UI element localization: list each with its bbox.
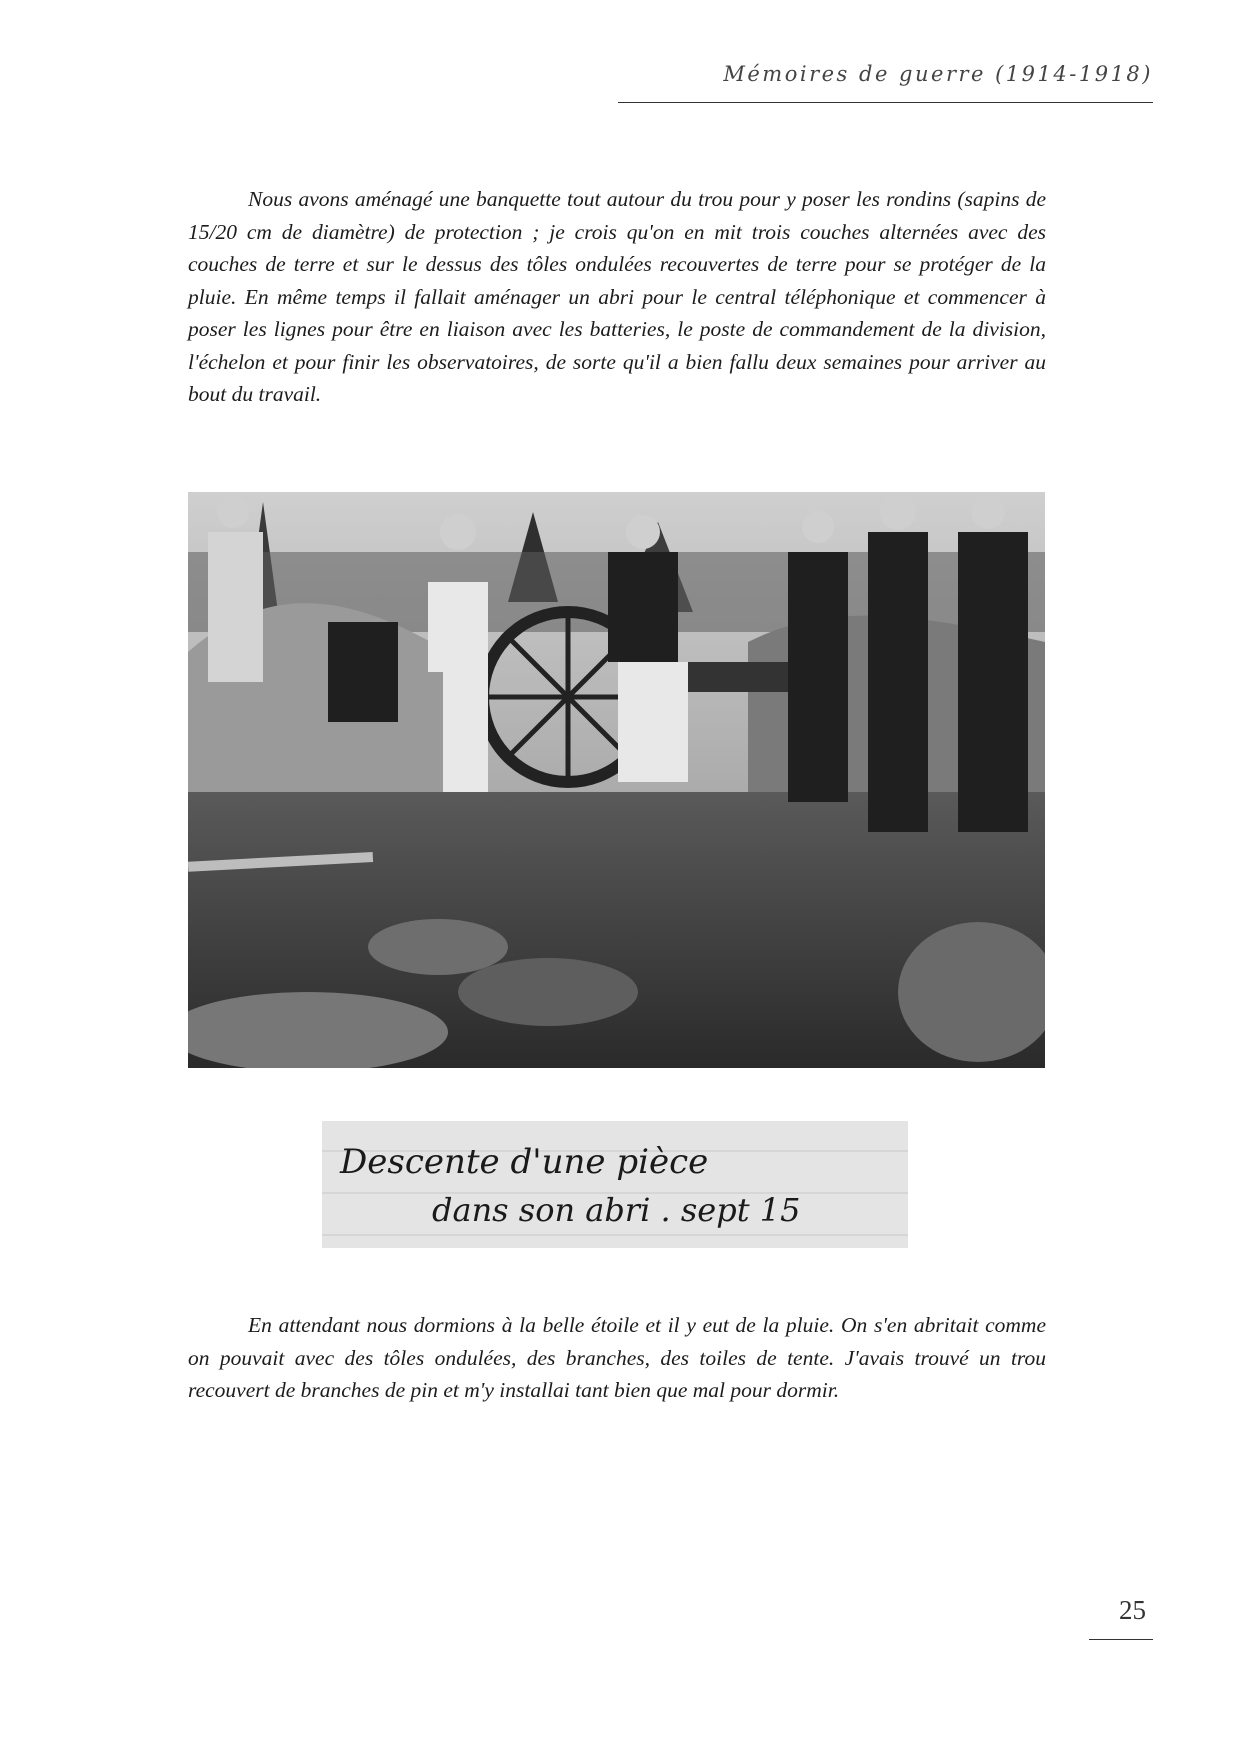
body-paragraph: En attendant nous dormions à la belle étoile et il y eut de la pluie. On s'en abritait comme on pouvait avec des tôles ondulées, des branches, des toiles de tente. J'avais trouvé un trou recouvert de branches de pin et m'y installai tant bien que mal pour dormir. bbox=[188, 1313, 1046, 1402]
handwritten-caption-image bbox=[322, 1121, 908, 1248]
body-paragraph: Nous avons aménagé une banquette tout autour du trou pour y poser les rondins (sapins de 15/20 cm de diamètre) de protection ; je crois qu'on en mit trois couches alternées avec des couches de terre et sur le dessus des tôles ondulées recouvertes de terre pour se protéger de la pluie. En même temps il fallait aménager un abri pour le central téléphonique et commencer à poser les lignes pour être en liaison avec les batteries, le poste de commandement de la division, l'échelon et pour finir les observatoires, de sorte qu'il a bien fallu deux semaines pour arriver au bout du travail. bbox=[188, 187, 1046, 406]
page-number: 25 bbox=[1119, 1595, 1146, 1625]
historical-photograph bbox=[188, 492, 1045, 1068]
svg-text:dans son abri . sept 15: dans son abri . sept 15 bbox=[432, 1191, 801, 1229]
footer-rule bbox=[1089, 1639, 1153, 1640]
header-rule bbox=[618, 102, 1153, 103]
svg-text:Descente d'une pièce: Descente d'une pièce bbox=[340, 1142, 709, 1182]
running-header: Mémoires de guerre (1914-1918) bbox=[723, 62, 1153, 86]
